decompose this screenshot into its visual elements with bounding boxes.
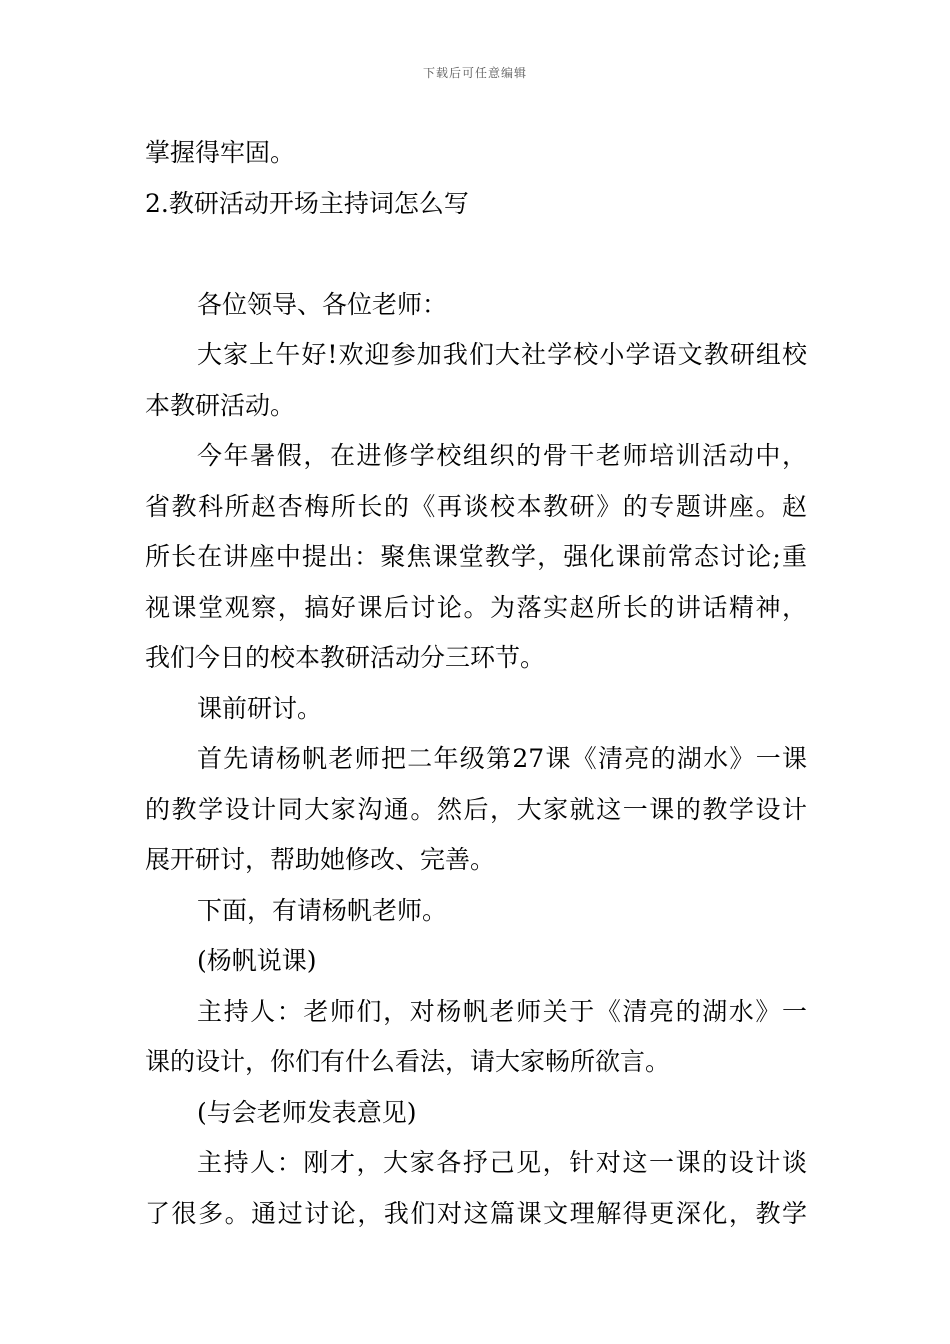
body-line: 课的设计，你们有什么看法，请大家畅所欲言。 — [145, 1047, 671, 1076]
body-line: (与会老师发表意见) — [197, 1097, 417, 1127]
body-line: 所长在讲座中提出：聚焦课堂教学，强化课前常态讨论;重 — [145, 542, 807, 571]
body-line: 课前研讨。 — [197, 693, 323, 723]
body-line: 今年暑假，在进修学校组织的骨干老师培训活动中， — [197, 441, 807, 470]
body-line: 本教研活动。 — [145, 390, 296, 420]
body-line: 主持人：刚才，大家各抒己见，针对这一课的设计谈 — [197, 1148, 807, 1177]
blank-line — [145, 229, 807, 280]
body-line: 我们今日的校本教研活动分三环节。 — [145, 643, 546, 672]
body-line: 大家上午好!欢迎参加我们大社学校小学语文教研组校 — [197, 340, 807, 369]
body-line: 下面，有请杨帆老师。 — [197, 895, 448, 925]
salutation: 各位领导、各位老师： — [197, 289, 448, 319]
body-line: 了很多。通过讨论，我们对这篇课文理解得更深化，教学 — [145, 1198, 807, 1228]
body-line: 展开研讨，帮助她修改、完善。 — [145, 845, 496, 874]
document-body — [145, 128, 807, 1239]
section-heading: 2.教研活动开场主持词怎么写 — [145, 188, 469, 218]
body-line: 掌握得牢固。 — [145, 138, 296, 167]
header-note: 下载后可任意编辑 — [422, 66, 527, 80]
body-line: 的教学设计同大家沟通。然后，大家就这一课的教学设计 — [145, 794, 807, 824]
body-line: 视课堂观察，搞好课后讨论。为落实赵所长的讲话精神， — [145, 592, 807, 622]
body-line: (杨帆说课) — [197, 946, 317, 975]
body-line: 首先请杨帆老师把二年级第27课《清亮的湖水》一课 — [197, 744, 807, 773]
body-line: 主持人：老师们，对杨帆老师关于《清亮的湖水》一 — [197, 996, 807, 1026]
body-line: 省教科所赵杏梅所长的《再谈校本教研》的专题讲座。赵 — [145, 491, 807, 521]
